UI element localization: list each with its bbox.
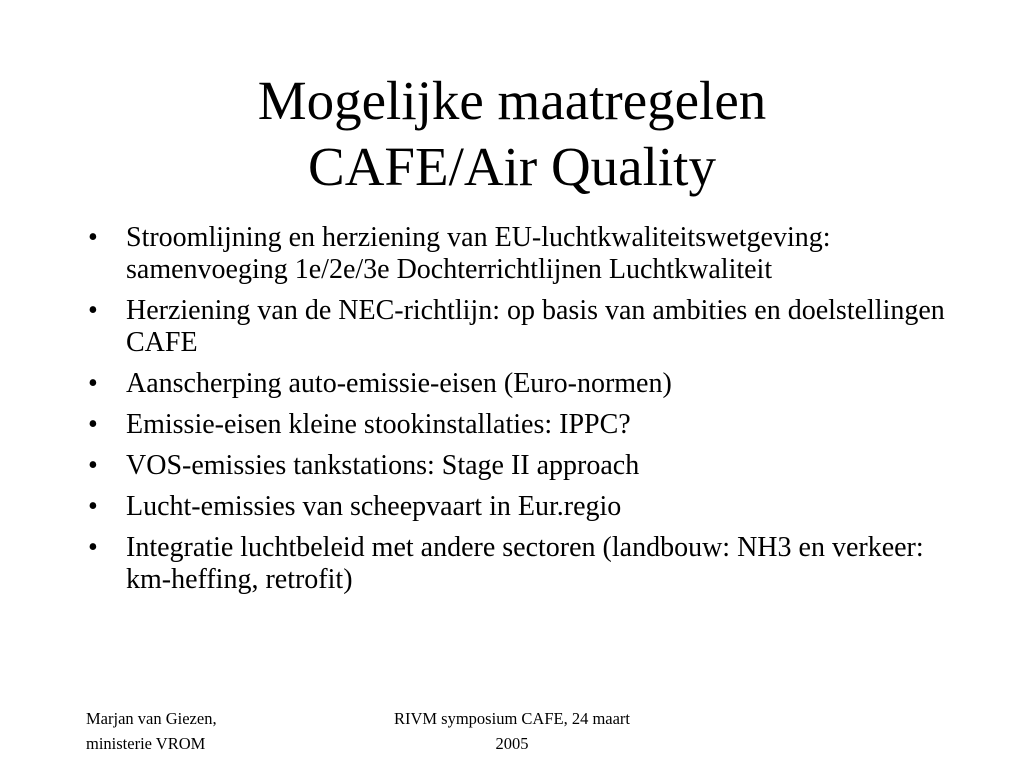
bullet-item [86, 295, 946, 359]
footer-author-line-1: Marjan van Giezen, [86, 709, 217, 728]
footer-event-line-2: 2005 [495, 734, 529, 753]
bullet-text: VOS-emissies tankstations: Stage II approach [126, 450, 640, 481]
bullet-text: Lucht-emissies van scheepvaart in Eur.regio [126, 491, 622, 522]
bullet-marker: • [88, 450, 98, 481]
bullet-list [86, 222, 946, 605]
bullet-text: Herziening van de NEC-richtlijn: op basis van ambities en doelstellingen CAFE [126, 295, 945, 358]
bullet-marker: • [88, 491, 98, 522]
bullet-item [86, 491, 946, 523]
bullet-text: Aanscherping auto-emissie-eisen (Euro-normen) [126, 368, 672, 399]
bullet-item [86, 222, 946, 286]
bullet-item [86, 532, 946, 596]
slide-title [0, 68, 1024, 200]
bullet-text: Emissie-eisen kleine stookinstallaties: IPPC? [126, 409, 631, 440]
footer-author [86, 706, 346, 756]
bullet-marker: • [88, 295, 98, 326]
bullet-item [86, 450, 946, 482]
footer-event [362, 706, 662, 756]
footer-event-line-1: RIVM symposium CAFE, 24 maart [393, 709, 631, 728]
bullet-item [86, 368, 946, 400]
slide-title-line-1: Mogelijke maatregelen [257, 70, 767, 131]
bullet-marker: • [88, 532, 98, 563]
bullet-text: Integratie luchtbeleid met andere sectoren (landbouw: NH3 en verkeer: km-heffing, retrofit) [126, 532, 924, 595]
slide-title-line-2: CAFE/Air Quality [308, 136, 716, 197]
bullet-text: Stroomlijning en herziening van EU-luchtkwaliteitswetgeving: samenvoeging 1e/2e/3e Dochterrichtlijnen Luchtkwaliteit [126, 222, 831, 285]
bullet-marker: • [88, 368, 98, 399]
footer-author-line-2: ministerie VROM [86, 734, 206, 753]
bullet-item [86, 409, 946, 441]
bullet-marker: • [88, 409, 98, 440]
bullet-marker: • [88, 222, 98, 253]
